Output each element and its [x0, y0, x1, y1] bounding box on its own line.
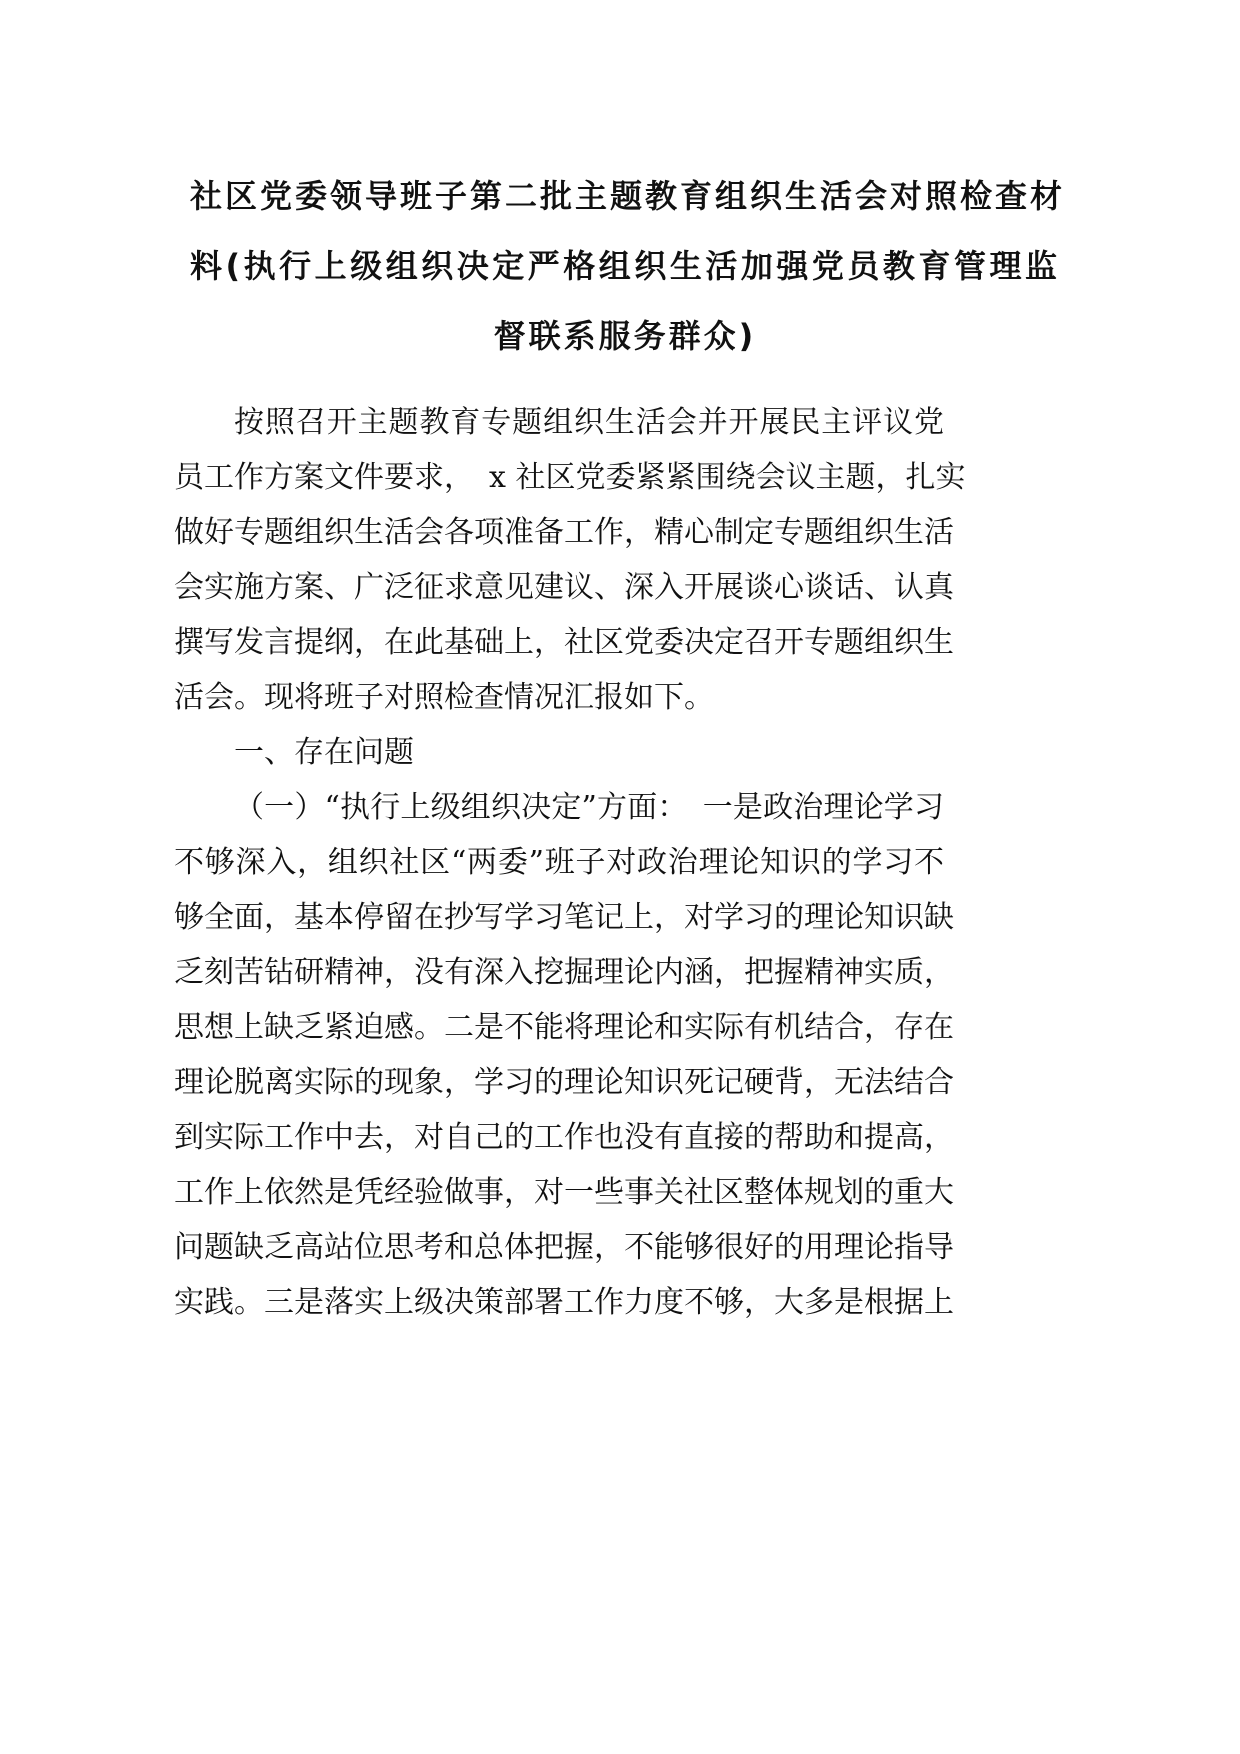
section-heading: 一、存在问题 [234, 735, 414, 770]
body-line-4: 乏刻苦钻研精神，没有深入挖掘理论内涵，把握精神实质， [174, 955, 954, 990]
document-title-line-1: 社区党委领导班子第二批主题教育组织生活会对照检查材 [190, 177, 1066, 215]
body-line-6: 理论脱离实际的现象，学习的理论知识死记硬背，无法结合 [174, 1065, 954, 1100]
intro-line-1: 按照召开主题教育专题组织生活会并开展民主评议党 [234, 405, 944, 440]
document-title-line-3: 督联系服务群众) [493, 317, 757, 355]
body-line-8: 工作上依然是凭经验做事，对一些事关社区整体规划的重大 [174, 1175, 954, 1210]
body-line-3: 够全面，基本停留在抄写学习笔记上，对学习的理论知识缺 [174, 900, 954, 935]
body-line-1: （一）“执行上级组织决定”方面： 一是政治理论学习 [234, 790, 944, 825]
body-line-2: 不够深入，组织社区“两委”班子对政治理论知识的学习不 [174, 845, 944, 880]
body-line-5: 思想上缺乏紧迫感。二是不能将理论和实际有机结合，存在 [174, 1010, 954, 1045]
body-line-7: 到实际工作中去，对自己的工作也没有直接的帮助和提高， [174, 1120, 954, 1155]
body-line-9: 问题缺乏高站位思考和总体把握，不能够很好的用理论指导 [174, 1230, 954, 1265]
intro-line-2: 员工作方案文件要求， x 社区党委紧紧围绕会议主题，扎实 [174, 460, 966, 495]
body-line-10: 实践。三是落实上级决策部署工作力度不够，大多是根据上 [174, 1285, 954, 1320]
intro-line-6: 活会。现将班子对照检查情况汇报如下。 [174, 680, 714, 715]
document-title-line-2: 料(执行上级组织决定严格组织生活加强党员教育管理监 [190, 247, 1060, 285]
intro-line-4: 会实施方案、广泛征求意见建议、深入开展谈心谈话、认真 [174, 570, 954, 605]
intro-line-3: 做好专题组织生活会各项准备工作，精心制定专题组织生活 [174, 515, 954, 550]
intro-line-5: 撰写发言提纲，在此基础上，社区党委决定召开专题组织生 [174, 625, 954, 660]
